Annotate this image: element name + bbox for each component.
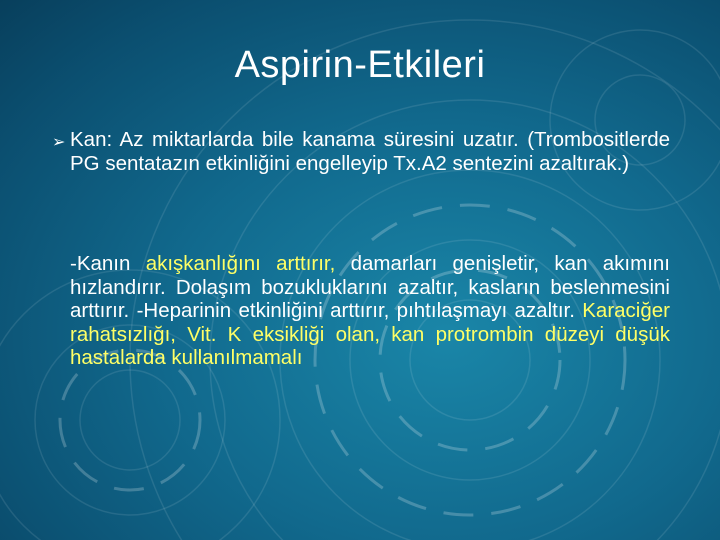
para2-part1: -Kanın [70,252,146,275]
bullet-line1-end: . [513,128,519,151]
effects-paragraph [70,252,670,370]
arrow-bullet-icon: ➢ [52,134,66,151]
para2-part4: -Heparinin etkinliğini arttırır, pıhtılaşmayı azaltır. [129,299,575,322]
bullet-line1: Kan: Az miktarlarda bile kanama süresini uzatır [70,128,513,151]
para2-part3: damarları genişletir, kan akımını hızlandırır. Dolaşım bozukluklarını azaltır, kasların beslenmesini arttırır. [70,252,670,322]
bullet-line2: (Trombositlerde PG sentatazın etkinliğini engelleyip Tx.A2 sentezini azaltırak.) [70,128,670,175]
para2-highlight-fluidity: akışkanlığını arttırır, [145,252,336,275]
slide-title: Aspirin-Etkileri [234,44,486,86]
para2-highlight-warning: Karaciğer rahatsızlığı, Vit. K eksikliği olan, kan protrombin düzeyi düşük hastalarda kullanılmamalı [70,299,670,369]
bullet-paragraph [70,128,670,175]
